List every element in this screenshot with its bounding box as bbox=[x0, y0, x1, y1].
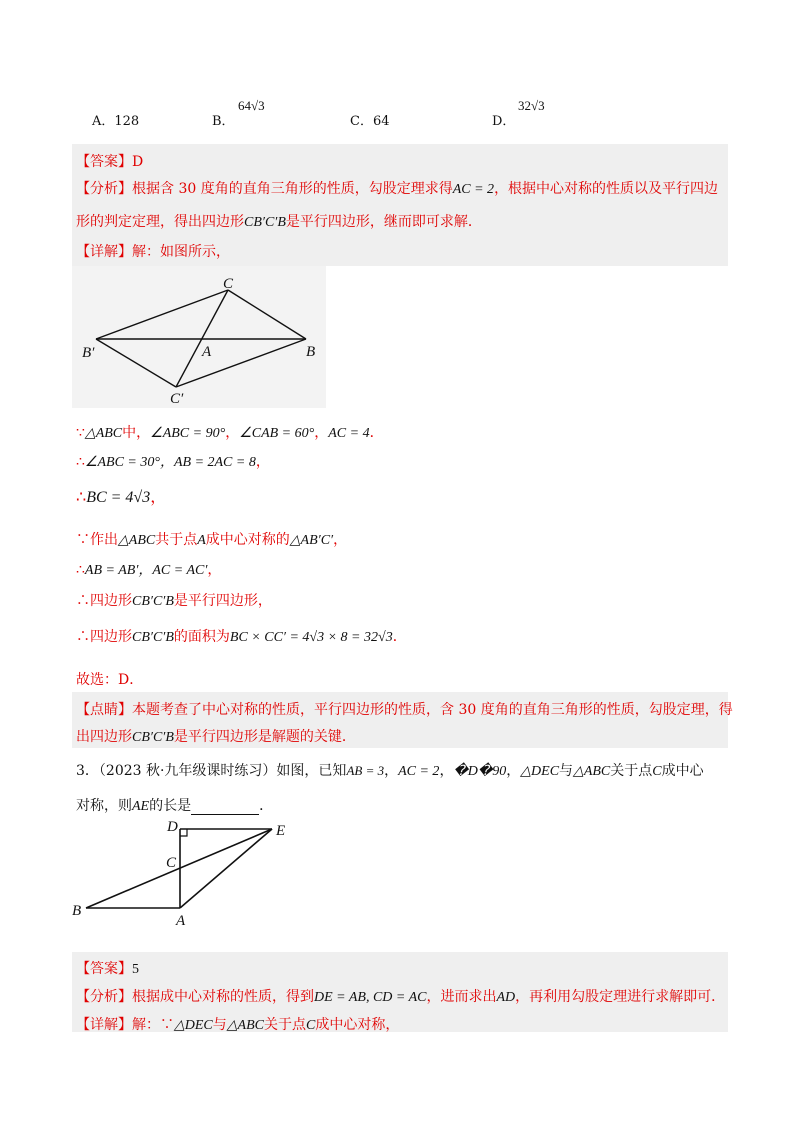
math: AB = 3 bbox=[346, 763, 385, 778]
comment-text: 是平行四边形是解题的关键． bbox=[173, 729, 356, 745]
math: CB′C′B bbox=[132, 594, 174, 609]
label-c-prime: C′ bbox=[170, 391, 184, 407]
analysis-math: AC = 2 bbox=[452, 182, 495, 197]
q2-comment-line1 bbox=[76, 699, 733, 719]
symbol: ∴ bbox=[76, 454, 85, 470]
math: △ABC bbox=[226, 1018, 264, 1033]
q2-step7 bbox=[76, 626, 407, 646]
detail-text: 与 bbox=[212, 1017, 227, 1033]
math: AC = 4 bbox=[328, 426, 370, 441]
text: ． bbox=[369, 425, 384, 441]
analysis-text: 根据含 30 度角的直角三角形的性质，勾股定理求得 bbox=[132, 181, 453, 197]
q2-detail bbox=[76, 241, 230, 261]
option-d-value: 32√3 bbox=[518, 98, 545, 113]
math: AB = AB′，AC = AC′ bbox=[84, 563, 208, 578]
answer-value: 5 bbox=[132, 962, 139, 977]
label-a: A bbox=[202, 344, 212, 360]
math: AD bbox=[496, 990, 516, 1005]
figure-triangles bbox=[72, 814, 302, 932]
q2-answer bbox=[76, 151, 143, 171]
answer-tag: 【答案】 bbox=[76, 154, 132, 170]
analysis-text: 形的判定定理，得出四边形 bbox=[76, 214, 244, 230]
analysis-text: ，再利用勾股定理进行求解即可． bbox=[515, 989, 726, 1005]
analysis-tag: 【分析】 bbox=[76, 989, 132, 1005]
q3-stem-line1 bbox=[76, 760, 704, 780]
text: ， bbox=[439, 763, 454, 779]
math: △ABC bbox=[573, 764, 611, 779]
math: C bbox=[306, 1018, 316, 1033]
text: 是平行四边形， bbox=[173, 593, 272, 609]
text: 成中心对称的 bbox=[205, 532, 290, 548]
label-b: B bbox=[306, 344, 316, 360]
analysis-text: 是平行四边形，继而即可求解． bbox=[285, 214, 482, 230]
parallelogram-diagram bbox=[72, 266, 326, 408]
q2-step5 bbox=[76, 559, 221, 579]
analysis-text: 根据成中心对称的性质，得到 bbox=[132, 989, 314, 1005]
answer-tag: 【答案】 bbox=[76, 961, 132, 977]
text: ∴四边形 bbox=[76, 629, 132, 645]
text: ． bbox=[392, 629, 407, 645]
q2-step6 bbox=[76, 590, 272, 610]
math: ∠ABC = 30°，AB = 2AC = 8 bbox=[84, 455, 256, 470]
text: ∴四边形 bbox=[76, 593, 132, 609]
q3-answer bbox=[76, 958, 139, 978]
text: 关于点 bbox=[610, 763, 653, 779]
label-b-prime: B′ bbox=[82, 345, 95, 361]
q2-choose: 故选：D． bbox=[76, 672, 144, 688]
text: 成中心 bbox=[661, 763, 704, 779]
math: △DEC bbox=[174, 1018, 213, 1033]
detail-tag: 【详解】 bbox=[76, 1017, 132, 1033]
text: ， bbox=[384, 763, 399, 779]
label-c: C bbox=[166, 855, 177, 871]
math: ∠ABC = 90° bbox=[150, 426, 226, 441]
text: 的长是 bbox=[149, 798, 192, 814]
math: AE bbox=[132, 799, 150, 814]
text: ， bbox=[207, 562, 222, 578]
math: CB′C′B bbox=[132, 630, 174, 645]
math: CB′C′B bbox=[132, 730, 174, 745]
q2-analysis-line2 bbox=[76, 211, 482, 231]
math: DE = AB, CD = AC bbox=[314, 990, 427, 1005]
symbol: ∴ bbox=[76, 562, 85, 578]
text: ， bbox=[150, 487, 167, 506]
q3-stem-line2 bbox=[76, 795, 273, 815]
comment-text: 出四边形 bbox=[76, 729, 132, 745]
math: BC = 4√3 bbox=[86, 489, 151, 506]
comment-text: 本题考查了中心对称的性质，平行四边形的性质，含 30 度角的直角三角形的性质，勾股定理，得 bbox=[132, 702, 733, 718]
triangles-diagram bbox=[72, 814, 302, 932]
text: ， bbox=[506, 763, 521, 779]
analysis-text: ，进而求出 bbox=[426, 989, 497, 1005]
symbol: ∵ bbox=[76, 425, 85, 441]
q2-step3 bbox=[76, 484, 166, 507]
detail-text: 解：如图所示， bbox=[132, 244, 230, 260]
option-d-label: D． bbox=[492, 114, 516, 129]
math: △AB′C′ bbox=[289, 533, 334, 548]
text: ， bbox=[225, 425, 240, 441]
math: △ABC bbox=[118, 533, 156, 548]
text: ， bbox=[333, 532, 348, 548]
answer-value: D bbox=[132, 154, 144, 170]
q3-detail bbox=[76, 1014, 399, 1034]
analysis-tag: 【分析】 bbox=[76, 181, 132, 197]
label-d: D bbox=[167, 819, 178, 835]
q2-step4 bbox=[76, 529, 347, 549]
text: ， bbox=[314, 425, 329, 441]
q2-comment-line2 bbox=[76, 726, 356, 746]
math: C bbox=[652, 764, 662, 779]
text: 3．（2023 秋·九年级课时练习）如图，已知 bbox=[76, 763, 347, 779]
label-b: B bbox=[72, 903, 82, 919]
math: ∠CAB = 60° bbox=[239, 426, 315, 441]
math: BC × CC′ = 4√3 × 8 = 32√3 bbox=[229, 630, 393, 645]
symbol: ∴ bbox=[76, 487, 87, 506]
label-e: E bbox=[276, 823, 286, 839]
q2-step2 bbox=[76, 451, 270, 471]
text: 与 bbox=[559, 763, 574, 779]
option-b-value: 64√3 bbox=[238, 98, 265, 113]
comment-tag: 【点睛】 bbox=[76, 702, 132, 718]
math: AC = 2 bbox=[398, 764, 440, 779]
option-a: A．128 bbox=[92, 114, 140, 129]
q3-analysis bbox=[76, 986, 725, 1006]
analysis-math: CB′C′B bbox=[244, 215, 286, 230]
math: △ABC bbox=[84, 426, 123, 441]
text: ， bbox=[255, 454, 270, 470]
detail-text: 解：∵ bbox=[132, 1017, 174, 1033]
math: �D�90 bbox=[453, 764, 507, 779]
text: 中， bbox=[122, 425, 151, 441]
math: △DEC bbox=[520, 764, 560, 779]
option-b-label: B． bbox=[212, 114, 235, 129]
q2-analysis-line1 bbox=[76, 178, 718, 198]
text: 共于点 bbox=[155, 532, 198, 548]
detail-text: 成中心对称， bbox=[315, 1017, 400, 1033]
detail-text: 关于点 bbox=[264, 1017, 306, 1033]
figure-parallelogram bbox=[72, 266, 326, 408]
text: ． bbox=[259, 798, 274, 814]
option-c: C．64 bbox=[350, 114, 390, 129]
label-c: C bbox=[223, 276, 234, 292]
label-a: A bbox=[176, 913, 186, 929]
text: 的面积为 bbox=[173, 629, 230, 645]
text: 对称，则 bbox=[76, 798, 132, 814]
text: ∵作出 bbox=[76, 532, 118, 548]
answer-blank[interactable] bbox=[191, 800, 259, 815]
q2-step1 bbox=[76, 422, 384, 442]
detail-tag: 【详解】 bbox=[76, 244, 132, 260]
analysis-text: ，根据中心对称的性质以及平行四边 bbox=[494, 181, 719, 197]
math: A bbox=[197, 533, 206, 548]
